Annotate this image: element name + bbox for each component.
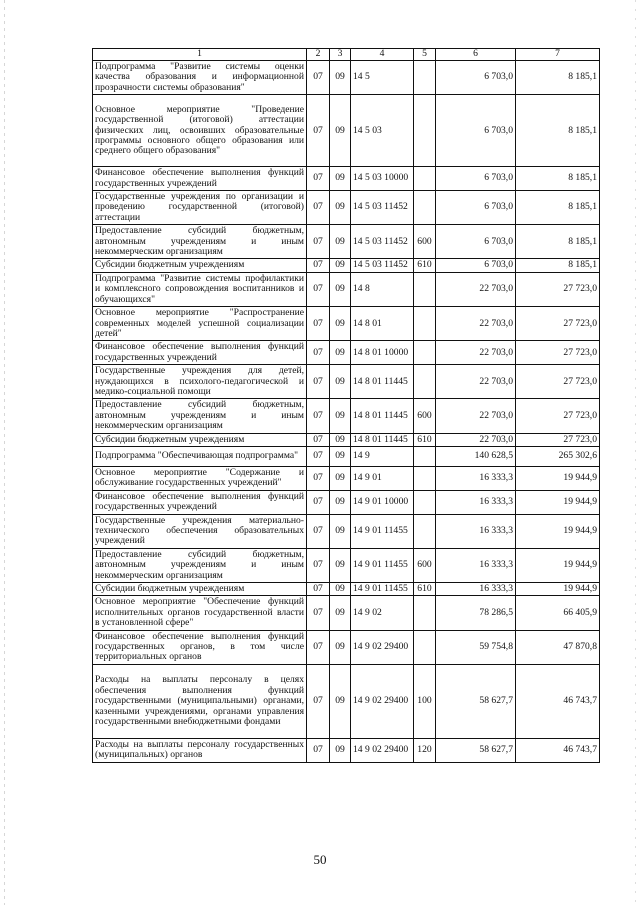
- row-target-code: 14 5 03 11452: [351, 191, 414, 225]
- row-target-code: 14 9 01 11455: [351, 514, 414, 548]
- row-amount-year-2: 8 185,1: [516, 61, 600, 95]
- row-target-code: 14 9: [351, 446, 414, 466]
- row-target-code: 14 5 03: [351, 95, 414, 167]
- row-section: 07: [307, 307, 330, 341]
- row-amount-year-2: 27 723,0: [516, 341, 600, 365]
- row-name: Предоставление субсидий бюджетным, автономным учреждениям и иным некоммерческим организациям: [93, 225, 307, 259]
- row-subsection: 09: [330, 61, 351, 95]
- row-amount-year-1: 59 754,8: [436, 630, 516, 664]
- row-name: Предоставление субсидий бюджетным, автономным учреждениям и иным некоммерческим организациям: [93, 548, 307, 582]
- row-name: Подпрограмма "Развитие системы профилактики и комплексного сопровождения воспитанников и обучающихся": [93, 272, 307, 306]
- row-target-code: 14 9 01 10000: [351, 490, 414, 514]
- row-name: Финансовое обеспечение выполнения функций государственных учреждений: [93, 167, 307, 191]
- row-amount-year-2: 19 944,9: [516, 583, 600, 596]
- table-row: [93, 630, 600, 664]
- row-expense-type: [414, 514, 436, 548]
- row-name: Основное мероприятие "Распространение современных моделей успешной социализации детей": [93, 307, 307, 341]
- budget-table: [92, 48, 600, 763]
- row-expense-type: 610: [414, 433, 436, 446]
- row-section: 07: [307, 61, 330, 95]
- row-expense-type: [414, 167, 436, 191]
- header-col-6: 6: [436, 49, 516, 61]
- row-target-code: 14 9 02: [351, 596, 414, 630]
- row-amount-year-1: 6 703,0: [436, 191, 516, 225]
- row-target-code: 14 8 01 10000: [351, 341, 414, 365]
- row-section: 07: [307, 738, 330, 762]
- row-expense-type: [414, 191, 436, 225]
- row-subsection: 09: [330, 664, 351, 738]
- row-amount-year-2: 8 185,1: [516, 191, 600, 225]
- header-col-5: 5: [414, 49, 436, 61]
- row-amount-year-2: 27 723,0: [516, 433, 600, 446]
- row-amount-year-2: 8 185,1: [516, 167, 600, 191]
- table-row: [93, 191, 600, 225]
- row-section: 07: [307, 272, 330, 306]
- row-target-code: 14 8 01 11445: [351, 399, 414, 433]
- row-amount-year-2: 46 743,7: [516, 738, 600, 762]
- row-section: 07: [307, 490, 330, 514]
- row-subsection: 09: [330, 95, 351, 167]
- row-section: 07: [307, 191, 330, 225]
- row-name: Подпрограмма "Обеспечивающая подпрограмма": [93, 446, 307, 466]
- row-name: Субсидии бюджетным учреждениям: [93, 433, 307, 446]
- table-row: [93, 272, 600, 306]
- row-subsection: 09: [330, 630, 351, 664]
- row-section: 07: [307, 548, 330, 582]
- row-subsection: 09: [330, 514, 351, 548]
- scan-edge-left: [4, 0, 5, 905]
- row-amount-year-2: 19 944,9: [516, 490, 600, 514]
- row-amount-year-1: 22 703,0: [436, 272, 516, 306]
- row-amount-year-1: 16 333,3: [436, 490, 516, 514]
- row-amount-year-1: 58 627,7: [436, 738, 516, 762]
- row-amount-year-1: 16 333,3: [436, 548, 516, 582]
- row-subsection: 09: [330, 341, 351, 365]
- header-col-2: 2: [307, 49, 330, 61]
- row-expense-type: 600: [414, 225, 436, 259]
- row-name: Предоставление субсидий бюджетным, автономным учреждениям и иным некоммерческим организациям: [93, 399, 307, 433]
- row-target-code: 14 8 01 11445: [351, 433, 414, 446]
- table-row: [93, 514, 600, 548]
- row-amount-year-1: 6 703,0: [436, 259, 516, 272]
- row-section: 07: [307, 514, 330, 548]
- row-amount-year-2: 8 185,1: [516, 95, 600, 167]
- row-section: 07: [307, 365, 330, 399]
- row-subsection: 09: [330, 583, 351, 596]
- row-subsection: 09: [330, 548, 351, 582]
- row-subsection: 09: [330, 225, 351, 259]
- row-subsection: 09: [330, 738, 351, 762]
- table-row: [93, 167, 600, 191]
- row-target-code: 14 8: [351, 272, 414, 306]
- row-section: 07: [307, 341, 330, 365]
- row-amount-year-2: 66 405,9: [516, 596, 600, 630]
- row-amount-year-2: 46 743,7: [516, 664, 600, 738]
- row-section: 07: [307, 630, 330, 664]
- row-section: 07: [307, 446, 330, 466]
- row-target-code: 14 5 03 11452: [351, 225, 414, 259]
- row-name: Финансовое обеспечение выполнения функций государственных органов, в том числе территориальных органов: [93, 630, 307, 664]
- row-name: Подпрограмма "Развитие системы оценки качества образования и информационной прозрачности системы образования": [93, 61, 307, 95]
- row-target-code: 14 5 03 11452: [351, 259, 414, 272]
- row-amount-year-2: 27 723,0: [516, 272, 600, 306]
- row-section: 07: [307, 596, 330, 630]
- row-amount-year-2: 19 944,9: [516, 466, 600, 490]
- row-name: Основное мероприятие "Содержание и обслуживание государственных учреждений": [93, 466, 307, 490]
- row-expense-type: [414, 490, 436, 514]
- row-subsection: 09: [330, 259, 351, 272]
- row-section: 07: [307, 466, 330, 490]
- table-row: [93, 341, 600, 365]
- row-amount-year-1: 6 703,0: [436, 167, 516, 191]
- row-subsection: 09: [330, 272, 351, 306]
- row-section: 07: [307, 95, 330, 167]
- row-amount-year-1: 58 627,7: [436, 664, 516, 738]
- row-amount-year-2: 27 723,0: [516, 399, 600, 433]
- row-target-code: 14 8 01: [351, 307, 414, 341]
- row-target-code: 14 9 02 29400: [351, 738, 414, 762]
- row-amount-year-2: 19 944,9: [516, 514, 600, 548]
- row-subsection: 09: [330, 191, 351, 225]
- page-number: 50: [313, 852, 327, 867]
- row-amount-year-1: 140 628,5: [436, 446, 516, 466]
- row-target-code: 14 9 02 29400: [351, 664, 414, 738]
- table-row: [93, 548, 600, 582]
- row-subsection: 09: [330, 490, 351, 514]
- row-expense-type: [414, 630, 436, 664]
- row-target-code: 14 8 01 11445: [351, 365, 414, 399]
- header-col-7: 7: [516, 49, 600, 61]
- row-expense-type: [414, 61, 436, 95]
- row-amount-year-1: 6 703,0: [436, 225, 516, 259]
- row-expense-type: 610: [414, 259, 436, 272]
- header-col-3: 3: [330, 49, 351, 61]
- row-amount-year-1: 16 333,3: [436, 466, 516, 490]
- row-target-code: 14 9 01 11455: [351, 583, 414, 596]
- row-expense-type: 120: [414, 738, 436, 762]
- row-amount-year-2: 8 185,1: [516, 225, 600, 259]
- table-row: [93, 664, 600, 738]
- table-row: [93, 466, 600, 490]
- row-amount-year-1: 22 703,0: [436, 365, 516, 399]
- row-name: Государственные учреждения материально-технического обеспечения образовательных учреждений: [93, 514, 307, 548]
- row-name: Государственные учреждения по организации и проведению государственной (итоговой) аттестации: [93, 191, 307, 225]
- table-body: [93, 61, 600, 763]
- row-section: 07: [307, 583, 330, 596]
- row-subsection: 09: [330, 433, 351, 446]
- row-name: Финансовое обеспечение выполнения функций государственных учреждений: [93, 490, 307, 514]
- row-amount-year-1: 16 333,3: [436, 514, 516, 548]
- row-expense-type: [414, 446, 436, 466]
- row-section: 07: [307, 433, 330, 446]
- row-section: 07: [307, 225, 330, 259]
- table-row: [93, 490, 600, 514]
- row-amount-year-1: 78 286,5: [436, 596, 516, 630]
- row-section: 07: [307, 399, 330, 433]
- row-subsection: 09: [330, 446, 351, 466]
- table-row: [93, 399, 600, 433]
- row-section: 07: [307, 664, 330, 738]
- table-row: [93, 259, 600, 272]
- table-row: [93, 95, 600, 167]
- row-amount-year-2: 27 723,0: [516, 307, 600, 341]
- row-target-code: 14 9 01 11455: [351, 548, 414, 582]
- row-subsection: 09: [330, 399, 351, 433]
- row-subsection: 09: [330, 307, 351, 341]
- row-target-code: 14 5 03 10000: [351, 167, 414, 191]
- row-amount-year-1: 22 703,0: [436, 307, 516, 341]
- row-amount-year-2: 27 723,0: [516, 365, 600, 399]
- row-amount-year-1: 16 333,3: [436, 583, 516, 596]
- row-name: Расходы на выплаты персоналу в целях обеспечения выполнения функций государственными (муниципальными) органами, казенными учреждениями, органами управления государственными внебюджетными фондами: [93, 664, 307, 738]
- row-target-code: 14 5: [351, 61, 414, 95]
- row-expense-type: [414, 466, 436, 490]
- row-amount-year-2: 265 302,6: [516, 446, 600, 466]
- row-amount-year-2: 8 185,1: [516, 259, 600, 272]
- row-expense-type: [414, 95, 436, 167]
- row-name: Субсидии бюджетным учреждениям: [93, 259, 307, 272]
- row-section: 07: [307, 167, 330, 191]
- row-expense-type: [414, 272, 436, 306]
- row-name: Государственные учреждения для детей, нуждающихся в психолого-педагогической и медико-социальной помощи: [93, 365, 307, 399]
- row-subsection: 09: [330, 167, 351, 191]
- row-amount-year-1: 6 703,0: [436, 61, 516, 95]
- row-amount-year-2: 19 944,9: [516, 548, 600, 582]
- table-row: [93, 583, 600, 596]
- row-name: Финансовое обеспечение выполнения функций государственных учреждений: [93, 341, 307, 365]
- row-name: Расходы на выплаты персоналу государственных (муниципальных) органов: [93, 738, 307, 762]
- row-subsection: 09: [330, 466, 351, 490]
- scan-edge-right: [635, 0, 636, 905]
- row-expense-type: 600: [414, 548, 436, 582]
- row-amount-year-1: 6 703,0: [436, 95, 516, 167]
- row-name: Основное мероприятие "Обеспечение функций исполнительных органов государственной власти в установленной сфере": [93, 596, 307, 630]
- row-subsection: 09: [330, 365, 351, 399]
- table-row: [93, 225, 600, 259]
- row-section: 07: [307, 259, 330, 272]
- row-amount-year-1: 22 703,0: [436, 399, 516, 433]
- row-expense-type: 600: [414, 399, 436, 433]
- header-col-4: 4: [351, 49, 414, 61]
- table-row: [93, 365, 600, 399]
- row-subsection: 09: [330, 596, 351, 630]
- table-row: [93, 307, 600, 341]
- row-expense-type: 100: [414, 664, 436, 738]
- row-amount-year-2: 47 870,8: [516, 630, 600, 664]
- row-name: Субсидии бюджетным учреждениям: [93, 583, 307, 596]
- row-expense-type: [414, 341, 436, 365]
- row-target-code: 14 9 02 29400: [351, 630, 414, 664]
- row-expense-type: [414, 596, 436, 630]
- table-row: [93, 433, 600, 446]
- row-amount-year-1: 22 703,0: [436, 341, 516, 365]
- row-expense-type: 610: [414, 583, 436, 596]
- table-row: [93, 61, 600, 95]
- row-expense-type: [414, 307, 436, 341]
- header-col-1: 1: [93, 49, 307, 61]
- table-row: [93, 596, 600, 630]
- table-row: [93, 738, 600, 762]
- table-row: [93, 446, 600, 466]
- row-expense-type: [414, 365, 436, 399]
- row-target-code: 14 9 01: [351, 466, 414, 490]
- row-name: Основное мероприятие "Проведение государственной (итоговой) аттестации физических лиц, освоивших образовательные программы основного общего образования или среднего общего образования": [93, 95, 307, 167]
- header-row: [93, 49, 600, 61]
- row-amount-year-1: 22 703,0: [436, 433, 516, 446]
